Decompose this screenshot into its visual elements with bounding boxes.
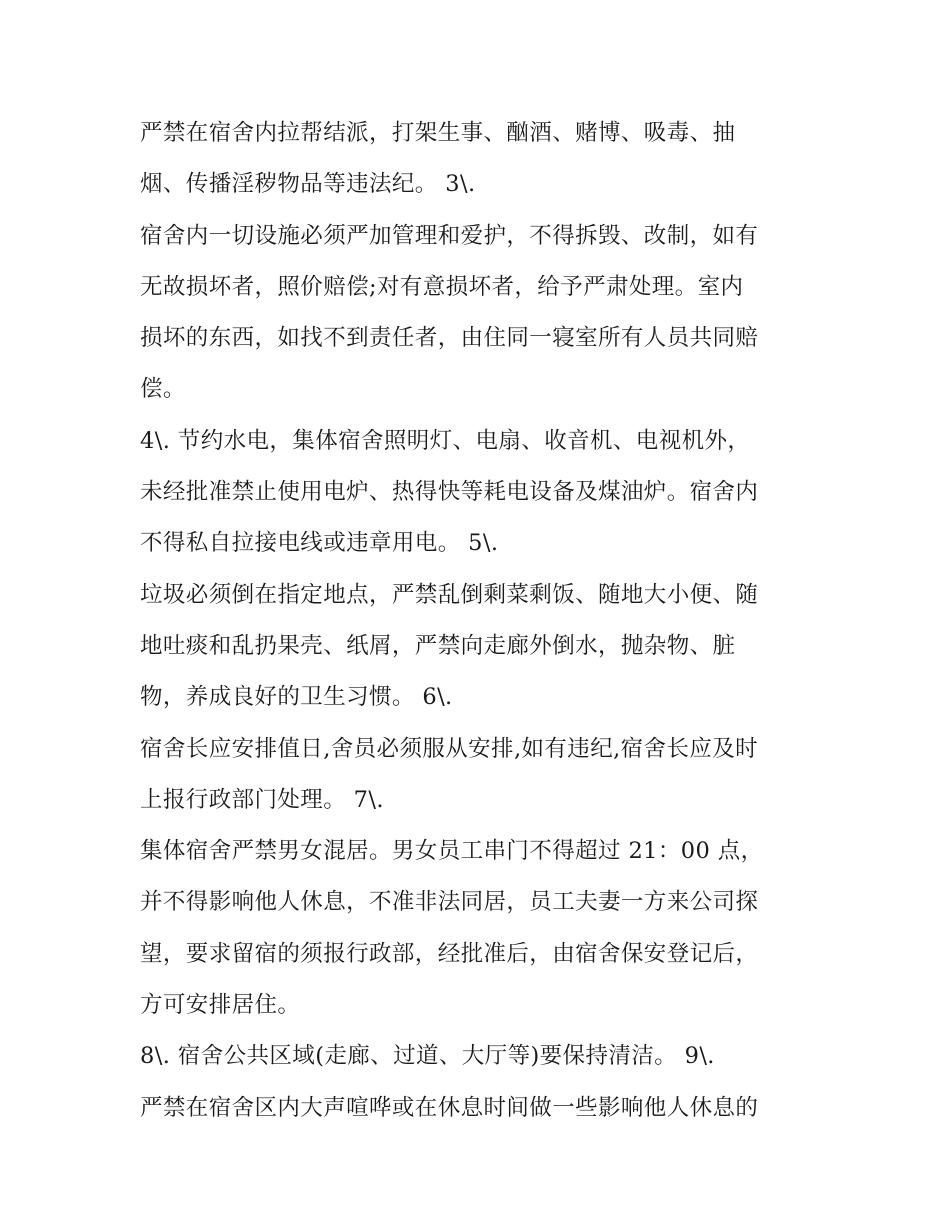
body-text: [140, 108, 840, 1134]
text-line: 偿。: [140, 376, 186, 403]
text-line: 望，要求留宿的须报行政部，经批准后，由宿舍保安登记后，: [140, 940, 759, 967]
text-line: 上报行政部门处理。 7\.: [140, 786, 384, 813]
text-line: 未经批准禁止使用电炉、热得快等耗电设备及煤油炉。宿舍内: [140, 479, 759, 506]
text-line: 不得私自拉接电线或违章用电。 5\.: [140, 530, 499, 557]
text-line: 宿舍内一切设施必须严加管理和爱护，不得拆毁、改制，如有: [140, 222, 759, 249]
text-line: 烟、传播淫秽物品等违法纪。 3\.: [140, 171, 476, 198]
text-line: 严禁在宿舍区内大声喧哗或在休息时间做一些影响他人休息的: [140, 1094, 759, 1121]
text-line: 宿舍长应安排值日,舍员必须服从安排,如有违纪,宿舍长应及时: [140, 735, 759, 762]
text-line: 损坏的东西，如找不到责任者，由住同一寝室所有人员共同赔: [140, 325, 759, 352]
text-line: 8\. 宿舍公共区域(走廊、过道、大厅等)要保持清洁。 9\.: [140, 1043, 715, 1070]
text-line: 地吐痰和乱扔果壳、纸屑，严禁向走廊外倒水，抛杂物、脏: [140, 632, 736, 659]
text-line: 物，养成良好的卫生习惯。 6\.: [140, 684, 453, 711]
text-line: 方可安排居住。: [140, 992, 301, 1019]
text-line: 严禁在宿舍内拉帮结派，打架生事、酗酒、赌博、吸毒、抽: [140, 120, 736, 146]
text-line: 垃圾必须倒在指定地点，严禁乱倒剩菜剩饭、随地大小便、随: [140, 581, 759, 608]
text-line: 4\. 节约水电，集体宿舍照明灯、电扇、收音机、电视机外，: [140, 427, 751, 454]
text-line: 并不得影响他人休息，不准非法同居，员工夫妻一方来公司探: [140, 889, 759, 916]
text-line: 集体宿舍严禁男女混居。男女员工串门不得超过 21：00 点，: [140, 838, 764, 865]
text-line: 无故损坏者，照价赔偿;对有意损坏者，给予严肃处理。室内: [140, 273, 744, 300]
